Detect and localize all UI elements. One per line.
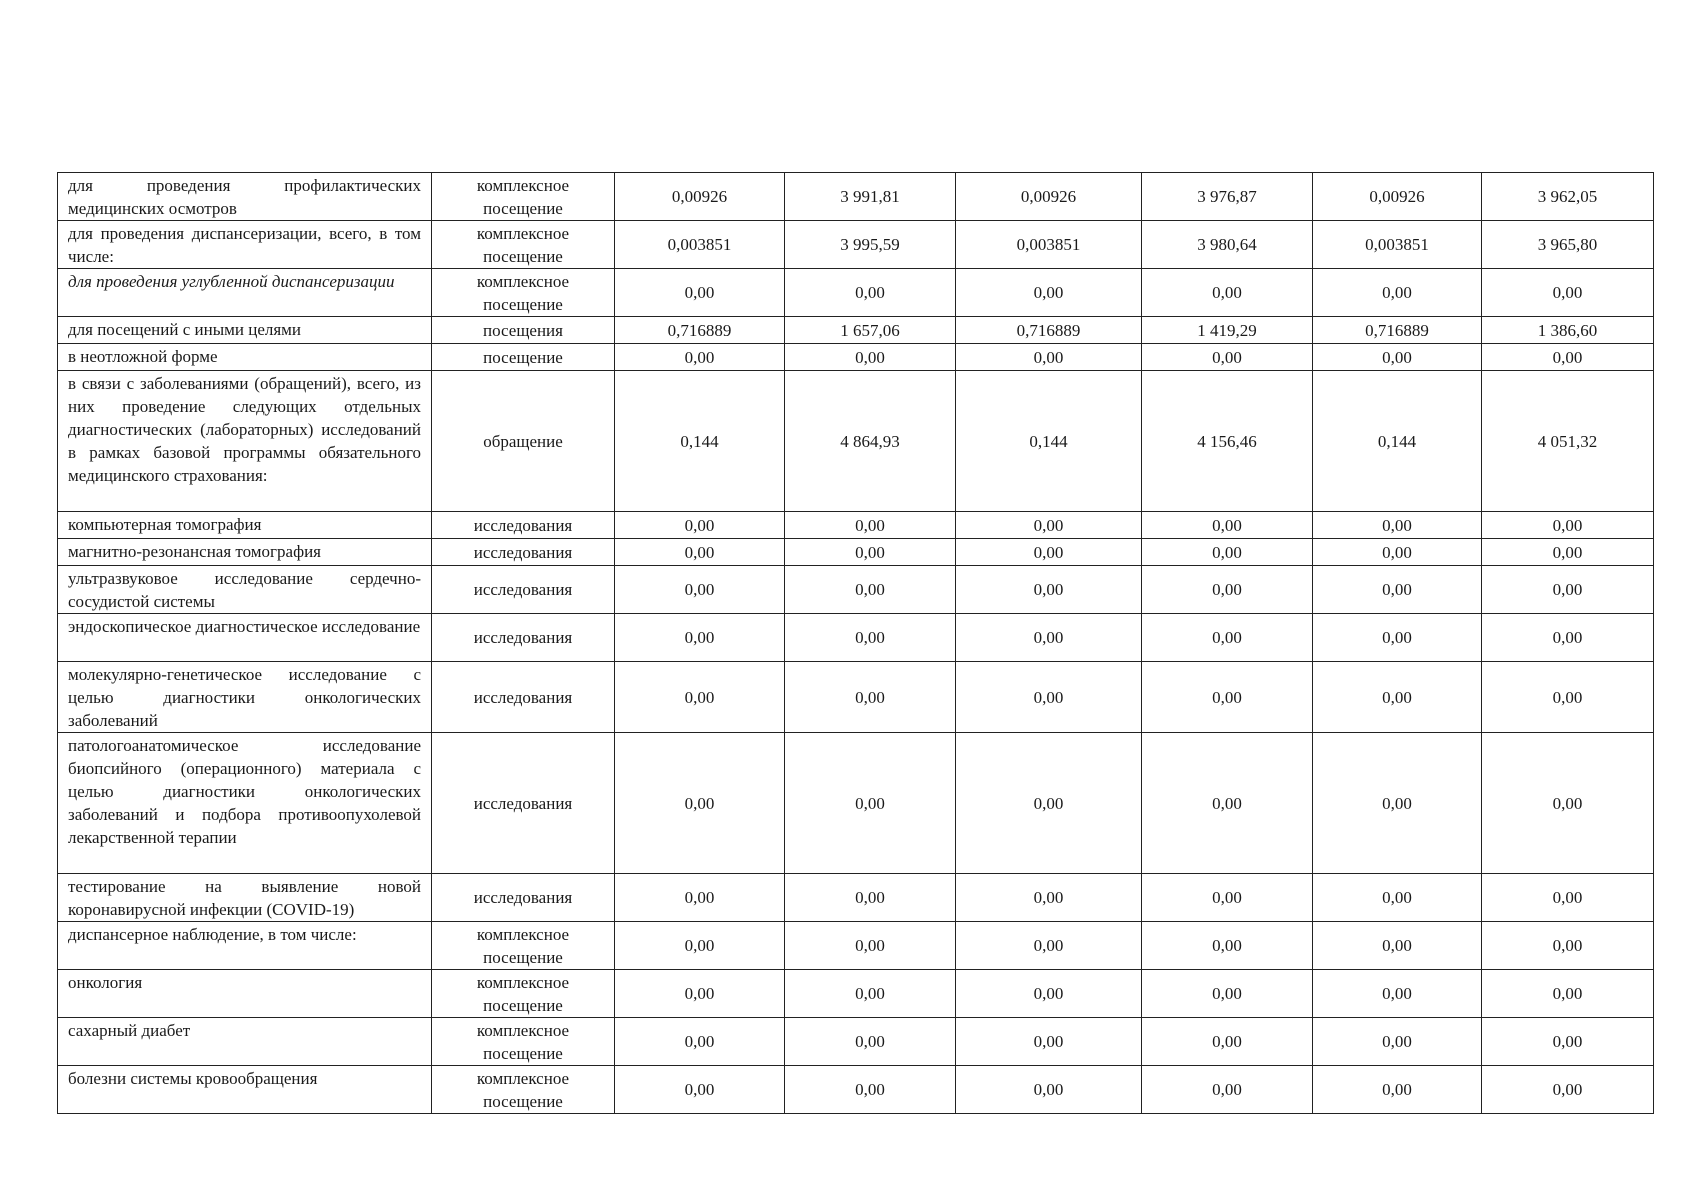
volume-norm-cell: 0,716889: [1313, 317, 1482, 344]
indicator-name: в неотложной форме: [58, 344, 432, 371]
unit-of-measure: комплексное посещение: [432, 173, 615, 221]
volume-norm-cell: 0,00: [956, 874, 1142, 922]
table-row: [58, 317, 1654, 344]
cost-norm-cell: 0,00: [785, 1018, 956, 1066]
volume-norm-cell: 0,00: [956, 539, 1142, 566]
cost-norm-cell: 0,00: [1142, 970, 1313, 1018]
volume-norm-cell: 0,00: [956, 614, 1142, 662]
cost-norm-cell: 0,00: [785, 539, 956, 566]
cost-norm-cell: 3 965,80: [1482, 221, 1654, 269]
volume-norm-cell: 0,003851: [956, 221, 1142, 269]
table-row: [58, 512, 1654, 539]
unit-of-measure: комплексное посещение: [432, 970, 615, 1018]
volume-norm-cell: 0,00: [956, 1066, 1142, 1114]
cost-norm-cell: 0,00: [785, 512, 956, 539]
indicator-name: диспансерное наблюдение, в том числе:: [58, 922, 432, 970]
cost-norm-cell: 3 991,81: [785, 173, 956, 221]
table-row: [58, 970, 1654, 1018]
volume-norm-cell: 0,00: [1313, 269, 1482, 317]
cost-norm-cell: 0,00: [1142, 269, 1313, 317]
unit-of-measure: посещение: [432, 344, 615, 371]
cost-norm-cell: 3 976,87: [1142, 173, 1313, 221]
cost-norm-cell: 0,00: [1482, 662, 1654, 733]
volume-norm-cell: 0,00: [615, 970, 785, 1018]
volume-norm-cell: 0,00: [956, 662, 1142, 733]
table-row: [58, 922, 1654, 970]
unit-of-measure: комплексное посещение: [432, 221, 615, 269]
cost-norm-cell: 0,00: [1142, 539, 1313, 566]
cost-norm-cell: 0,00: [1482, 970, 1654, 1018]
volume-norm-cell: 0,00: [615, 1018, 785, 1066]
cost-norm-cell: 4 156,46: [1142, 371, 1313, 512]
volume-norm-cell: 0,00: [615, 566, 785, 614]
volume-norm-cell: 0,00: [1313, 344, 1482, 371]
cost-norm-cell: 0,00: [785, 874, 956, 922]
table-row: [58, 539, 1654, 566]
volume-norm-cell: 0,00: [956, 566, 1142, 614]
indicator-name: для проведения профилактических медицинских осмотров: [58, 173, 432, 221]
indicator-name: ультразвуковое исследование сердечно-сосудистой системы: [58, 566, 432, 614]
cost-norm-cell: 0,00: [1142, 512, 1313, 539]
cost-norm-cell: 0,00: [1482, 269, 1654, 317]
cost-norm-cell: 0,00: [1482, 1066, 1654, 1114]
unit-of-measure: исследования: [432, 539, 615, 566]
table-row: [58, 221, 1654, 269]
volume-norm-cell: 0,00: [615, 614, 785, 662]
unit-of-measure: комплексное посещение: [432, 922, 615, 970]
indicator-name: для проведения диспансеризации, всего, в том числе:: [58, 221, 432, 269]
cost-norm-cell: 1 657,06: [785, 317, 956, 344]
cost-norm-cell: 3 962,05: [1482, 173, 1654, 221]
volume-norm-cell: 0,00: [956, 970, 1142, 1018]
volume-norm-cell: 0,00: [1313, 539, 1482, 566]
cost-norm-cell: 0,00: [785, 662, 956, 733]
cost-norm-cell: 0,00: [1142, 922, 1313, 970]
cost-norm-cell: 0,00: [785, 970, 956, 1018]
cost-norm-cell: 0,00: [1142, 874, 1313, 922]
cost-norm-cell: 0,00: [1142, 566, 1313, 614]
volume-norm-cell: 0,003851: [1313, 221, 1482, 269]
table-body: [58, 173, 1654, 1114]
volume-norm-cell: 0,00926: [1313, 173, 1482, 221]
volume-norm-cell: 0,00: [615, 662, 785, 733]
cost-norm-cell: 0,00: [1142, 614, 1313, 662]
volume-norm-cell: 0,00: [615, 1066, 785, 1114]
volume-norm-cell: 0,00: [956, 1018, 1142, 1066]
volume-norm-cell: 0,00926: [615, 173, 785, 221]
table-row: [58, 1066, 1654, 1114]
volume-norm-cell: 0,00: [1313, 566, 1482, 614]
cost-norm-cell: 4 864,93: [785, 371, 956, 512]
volume-norm-cell: 0,00: [1313, 1018, 1482, 1066]
cost-norm-cell: 0,00: [1482, 1018, 1654, 1066]
volume-norm-cell: 0,00: [615, 922, 785, 970]
cost-norm-cell: 0,00: [1482, 539, 1654, 566]
table-row: [58, 1018, 1654, 1066]
unit-of-measure: исследования: [432, 733, 615, 874]
cost-norm-cell: 0,00: [785, 269, 956, 317]
indicator-name: в связи с заболеваниями (обращений), всего, из них проведение следующих отдельных диагностических (лабораторных) исследований в рамках базовой программы обязательного медицинского страхования:: [58, 371, 432, 512]
cost-norm-cell: 0,00: [1482, 344, 1654, 371]
volume-norm-cell: 0,00: [956, 269, 1142, 317]
unit-of-measure: исследования: [432, 614, 615, 662]
cost-norm-cell: 0,00: [1142, 733, 1313, 874]
volume-norm-cell: 0,00: [1313, 733, 1482, 874]
indicator-name: эндоскопическое диагностическое исследование: [58, 614, 432, 662]
cost-norm-cell: 0,00: [785, 344, 956, 371]
cost-norm-cell: 0,00: [1142, 344, 1313, 371]
table-row: [58, 566, 1654, 614]
volume-norm-cell: 0,00: [1313, 970, 1482, 1018]
indicator-name: компьютерная томография: [58, 512, 432, 539]
volume-norm-cell: 0,00: [615, 733, 785, 874]
volume-norm-cell: 0,144: [956, 371, 1142, 512]
cost-norm-cell: 1 419,29: [1142, 317, 1313, 344]
volume-norm-cell: 0,00: [615, 874, 785, 922]
table-row: [58, 269, 1654, 317]
volume-norm-cell: 0,00: [615, 539, 785, 566]
unit-of-measure: исследования: [432, 512, 615, 539]
cost-norm-cell: 0,00: [1142, 1066, 1313, 1114]
indicator-name: магнитно-резонансная томография: [58, 539, 432, 566]
volume-norm-cell: 0,00926: [956, 173, 1142, 221]
cost-norm-cell: 0,00: [1482, 614, 1654, 662]
table-row: [58, 733, 1654, 874]
indicator-name: патологоанатомическое исследование биопсийного (операционного) материала с целью диагностики онкологических заболеваний и подбора противоопухолевой лекарственной терапии: [58, 733, 432, 874]
volume-norm-cell: 0,00: [1313, 614, 1482, 662]
indicator-name: онкология: [58, 970, 432, 1018]
unit-of-measure: комплексное посещение: [432, 1066, 615, 1114]
cost-norm-cell: 3 980,64: [1142, 221, 1313, 269]
table-row: [58, 614, 1654, 662]
volume-norm-cell: 0,716889: [615, 317, 785, 344]
cost-norm-cell: 0,00: [1482, 512, 1654, 539]
table-row: [58, 662, 1654, 733]
cost-norm-cell: 0,00: [785, 922, 956, 970]
cost-norm-cell: 4 051,32: [1482, 371, 1654, 512]
indicator-name: сахарный диабет: [58, 1018, 432, 1066]
volume-norm-cell: 0,00: [615, 344, 785, 371]
cost-norm-cell: 3 995,59: [785, 221, 956, 269]
indicator-name: для посещений с иными целями: [58, 317, 432, 344]
indicator-name: болезни системы кровообращения: [58, 1066, 432, 1114]
volume-norm-cell: 0,00: [1313, 874, 1482, 922]
unit-of-measure: исследования: [432, 566, 615, 614]
table-row: [58, 173, 1654, 221]
cost-norm-cell: 0,00: [1482, 566, 1654, 614]
table-row: [58, 874, 1654, 922]
unit-of-measure: исследования: [432, 874, 615, 922]
volume-norm-cell: 0,144: [615, 371, 785, 512]
volume-norm-cell: 0,00: [956, 733, 1142, 874]
cost-norm-cell: 0,00: [785, 1066, 956, 1114]
volume-norm-cell: 0,00: [1313, 662, 1482, 733]
volume-norm-cell: 0,00: [1313, 1066, 1482, 1114]
volume-norm-cell: 0,00: [1313, 512, 1482, 539]
table-row: [58, 371, 1654, 512]
volume-norm-cell: 0,003851: [615, 221, 785, 269]
volume-norm-cell: 0,716889: [956, 317, 1142, 344]
volume-norm-cell: 0,00: [1313, 922, 1482, 970]
volume-norm-cell: 0,00: [956, 922, 1142, 970]
unit-of-measure: комплексное посещение: [432, 269, 615, 317]
cost-norm-cell: 0,00: [1482, 922, 1654, 970]
unit-of-measure: посещения: [432, 317, 615, 344]
cost-norm-cell: 0,00: [1482, 874, 1654, 922]
volume-norm-cell: 0,00: [615, 512, 785, 539]
volume-norm-cell: 0,144: [1313, 371, 1482, 512]
table-row: [58, 344, 1654, 371]
cost-norm-cell: 0,00: [785, 566, 956, 614]
unit-of-measure: обращение: [432, 371, 615, 512]
cost-norm-cell: 1 386,60: [1482, 317, 1654, 344]
indicator-name: для проведения углубленной диспансеризации: [58, 269, 432, 317]
cost-norm-cell: 0,00: [1142, 1018, 1313, 1066]
unit-of-measure: исследования: [432, 662, 615, 733]
cost-norm-cell: 0,00: [785, 733, 956, 874]
volume-norm-cell: 0,00: [956, 512, 1142, 539]
indicator-name: молекулярно-генетическое исследование с целью диагностики онкологических заболеваний: [58, 662, 432, 733]
cost-norm-cell: 0,00: [1482, 733, 1654, 874]
cost-norm-cell: 0,00: [1142, 662, 1313, 733]
cost-norm-cell: 0,00: [785, 614, 956, 662]
volume-cost-table: [57, 172, 1654, 1114]
indicator-name: тестирование на выявление новой коронавирусной инфекции (COVID-19): [58, 874, 432, 922]
volume-norm-cell: 0,00: [615, 269, 785, 317]
volume-norm-cell: 0,00: [956, 344, 1142, 371]
unit-of-measure: комплексное посещение: [432, 1018, 615, 1066]
